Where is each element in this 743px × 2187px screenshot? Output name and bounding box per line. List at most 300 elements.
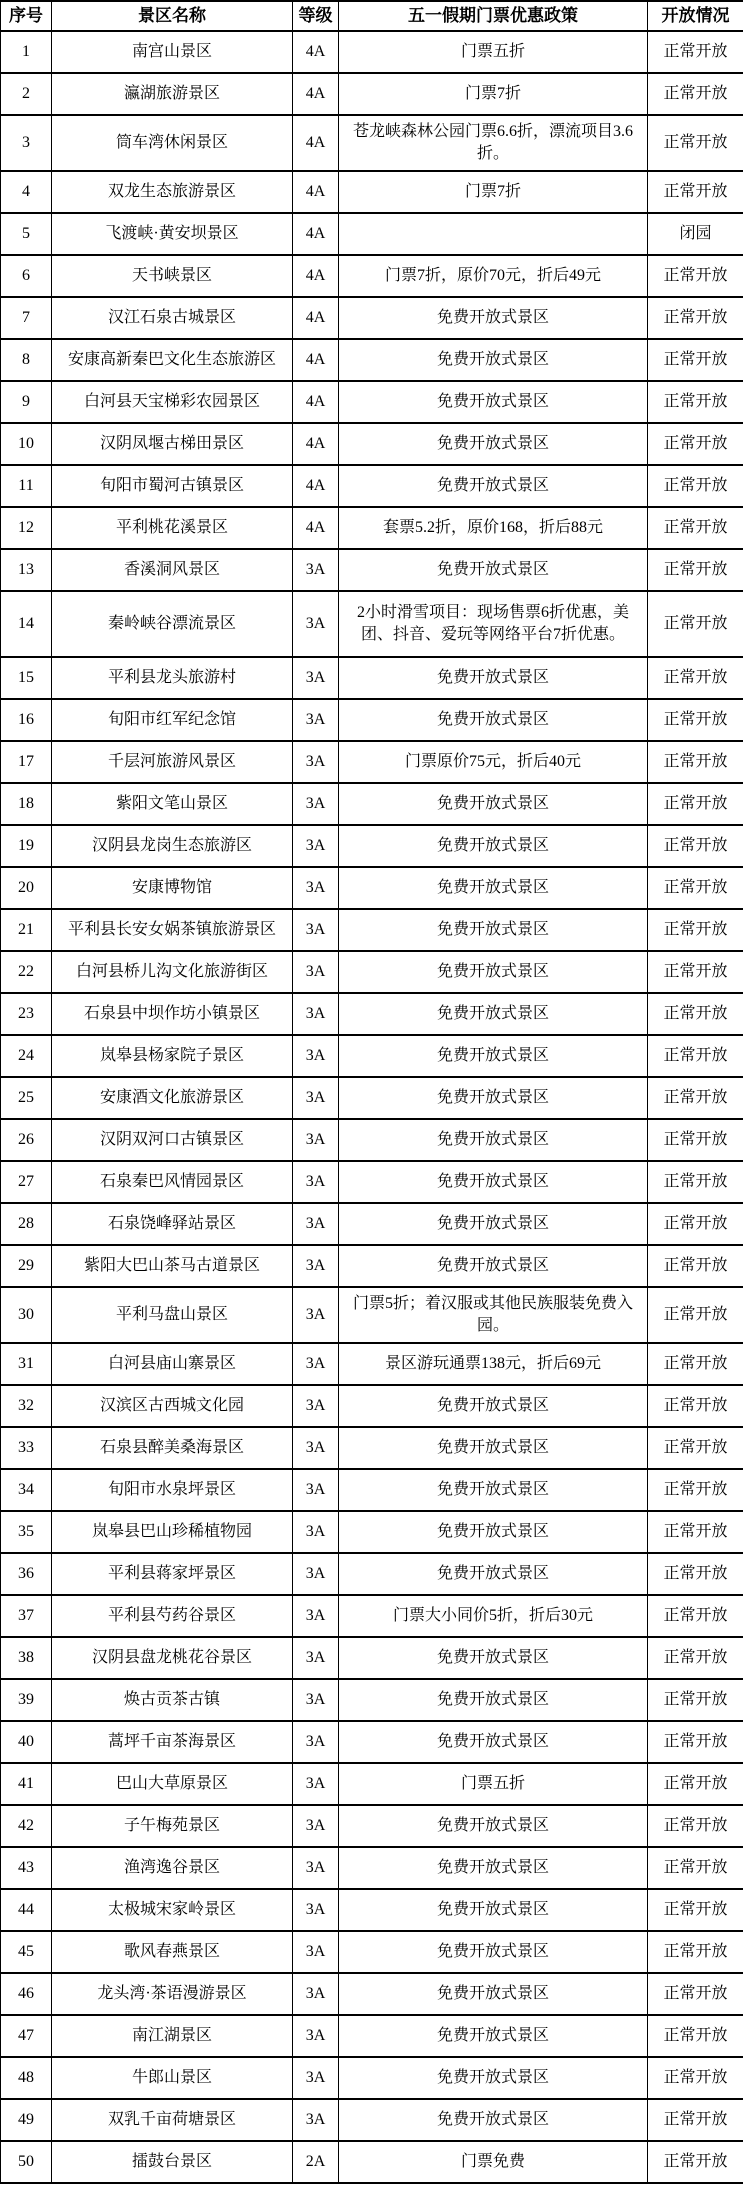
grade-badge: 4A <box>293 297 339 339</box>
ticket-policy: 苍龙峡森林公园门票6.6折，漂流项目3.6折。 <box>339 115 648 171</box>
open-status: 正常开放 <box>648 2141 743 2183</box>
grade-badge: 3A <box>293 591 339 657</box>
open-status: 正常开放 <box>648 2057 743 2099</box>
table-row <box>1 1077 743 1119</box>
table-row <box>1 2141 743 2183</box>
open-status: 正常开放 <box>648 1805 743 1847</box>
open-status: 正常开放 <box>648 1595 743 1637</box>
table-row <box>1 1595 743 1637</box>
grade-badge: 3A <box>293 1637 339 1679</box>
scenic-area-name: 双乳千亩荷塘景区 <box>52 2099 293 2141</box>
grade-badge: 4A <box>293 465 339 507</box>
table-row <box>1 1805 743 1847</box>
ticket-policy: 门票7折，原价70元，折后49元 <box>339 255 648 297</box>
table-row <box>1 1035 743 1077</box>
table-row <box>1 741 743 783</box>
table-row <box>1 783 743 825</box>
ticket-policy: 门票大小同价5折，折后30元 <box>339 1595 648 1637</box>
scenic-area-name: 白河县天宝梯彩农园景区 <box>52 381 293 423</box>
open-status: 正常开放 <box>648 381 743 423</box>
row-number: 21 <box>1 909 52 951</box>
open-status: 正常开放 <box>648 741 743 783</box>
open-status: 正常开放 <box>648 339 743 381</box>
ticket-policy: 门票五折 <box>339 31 648 73</box>
open-status: 正常开放 <box>648 1847 743 1889</box>
open-status: 正常开放 <box>648 255 743 297</box>
row-number: 49 <box>1 2099 52 2141</box>
grade-badge: 3A <box>293 1385 339 1427</box>
ticket-policy: 免费开放式景区 <box>339 1679 648 1721</box>
open-status: 正常开放 <box>648 171 743 213</box>
open-status: 正常开放 <box>648 1385 743 1427</box>
row-number: 46 <box>1 1973 52 2015</box>
ticket-policy: 免费开放式景区 <box>339 549 648 591</box>
row-number: 40 <box>1 1721 52 1763</box>
grade-badge: 3A <box>293 1427 339 1469</box>
ticket-policy: 免费开放式景区 <box>339 1119 648 1161</box>
table-row <box>1 1847 743 1889</box>
open-status: 正常开放 <box>648 297 743 339</box>
scenic-area-name: 安康高新秦巴文化生态旅游区 <box>52 339 293 381</box>
ticket-policy: 免费开放式景区 <box>339 867 648 909</box>
open-status: 正常开放 <box>648 1721 743 1763</box>
scenic-area-name: 平利县芍药谷景区 <box>52 1595 293 1637</box>
table-row <box>1 825 743 867</box>
row-number: 43 <box>1 1847 52 1889</box>
scenic-area-name: 筒车湾休闲景区 <box>52 115 293 171</box>
grade-badge: 3A <box>293 1595 339 1637</box>
table-row <box>1 1119 743 1161</box>
row-number: 8 <box>1 339 52 381</box>
table-row <box>1 1343 743 1385</box>
row-number: 5 <box>1 213 52 255</box>
table-row <box>1 73 743 115</box>
scenic-area-name: 汉江石泉古城景区 <box>52 297 293 339</box>
scenic-area-name: 安康酒文化旅游景区 <box>52 1077 293 1119</box>
scenic-area-name: 紫阳文笔山景区 <box>52 783 293 825</box>
ticket-policy: 免费开放式景区 <box>339 657 648 699</box>
open-status: 正常开放 <box>648 1931 743 1973</box>
table-row <box>1 1245 743 1287</box>
grade-badge: 3A <box>293 1119 339 1161</box>
column-header-no: 序号 <box>1 1 52 31</box>
scenic-area-name: 平利桃花溪景区 <box>52 507 293 549</box>
table-row <box>1 1721 743 1763</box>
grade-badge: 4A <box>293 255 339 297</box>
row-number: 27 <box>1 1161 52 1203</box>
ticket-policy: 免费开放式景区 <box>339 783 648 825</box>
grade-badge: 3A <box>293 1847 339 1889</box>
row-number: 47 <box>1 2015 52 2057</box>
ticket-policy: 景区游玩通票138元，折后69元 <box>339 1343 648 1385</box>
scenic-area-name: 香溪洞风景区 <box>52 549 293 591</box>
open-status: 正常开放 <box>648 1469 743 1511</box>
open-status: 正常开放 <box>648 2015 743 2057</box>
row-number: 4 <box>1 171 52 213</box>
open-status: 正常开放 <box>648 951 743 993</box>
scenic-area-name: 安康博物馆 <box>52 867 293 909</box>
column-header-grade: 等级 <box>293 1 339 31</box>
open-status: 正常开放 <box>648 1161 743 1203</box>
open-status: 正常开放 <box>648 1763 743 1805</box>
grade-badge: 4A <box>293 507 339 549</box>
row-number: 25 <box>1 1077 52 1119</box>
table-row <box>1 549 743 591</box>
row-number: 31 <box>1 1343 52 1385</box>
grade-badge: 2A <box>293 2141 339 2183</box>
scenic-area-name: 天书峡景区 <box>52 255 293 297</box>
grade-badge: 3A <box>293 741 339 783</box>
open-status: 正常开放 <box>648 1245 743 1287</box>
scenic-area-name: 双龙生态旅游景区 <box>52 171 293 213</box>
table-row <box>1 465 743 507</box>
open-status: 正常开放 <box>648 507 743 549</box>
row-number: 34 <box>1 1469 52 1511</box>
open-status: 正常开放 <box>648 1287 743 1343</box>
table-row <box>1 1763 743 1805</box>
scenic-area-name: 擂鼓台景区 <box>52 2141 293 2183</box>
scenic-area-name: 千层河旅游风景区 <box>52 741 293 783</box>
row-number: 7 <box>1 297 52 339</box>
scenic-area-name: 子午梅苑景区 <box>52 1805 293 1847</box>
ticket-policy <box>339 213 648 255</box>
grade-badge: 3A <box>293 1931 339 1973</box>
row-number: 10 <box>1 423 52 465</box>
ticket-policy: 免费开放式景区 <box>339 1805 648 1847</box>
grade-badge: 4A <box>293 171 339 213</box>
table-row <box>1 1385 743 1427</box>
ticket-policy: 门票免费 <box>339 2141 648 2183</box>
open-status: 正常开放 <box>648 1119 743 1161</box>
table-row <box>1 507 743 549</box>
scenic-area-name: 渔湾逸谷景区 <box>52 1847 293 1889</box>
open-status: 正常开放 <box>648 909 743 951</box>
table-row <box>1 2057 743 2099</box>
table-row <box>1 1161 743 1203</box>
grade-badge: 3A <box>293 1973 339 2015</box>
open-status: 正常开放 <box>648 423 743 465</box>
open-status: 正常开放 <box>648 115 743 171</box>
grade-badge: 3A <box>293 699 339 741</box>
scenic-area-name: 白河县庙山寨景区 <box>52 1343 293 1385</box>
scenic-area-name: 龙头湾·茶语漫游景区 <box>52 1973 293 2015</box>
table-row <box>1 1931 743 1973</box>
grade-badge: 3A <box>293 783 339 825</box>
grade-badge: 3A <box>293 549 339 591</box>
table-row <box>1 1889 743 1931</box>
row-number: 1 <box>1 31 52 73</box>
table-row <box>1 909 743 951</box>
row-number: 16 <box>1 699 52 741</box>
grade-badge: 3A <box>293 993 339 1035</box>
row-number: 13 <box>1 549 52 591</box>
row-number: 30 <box>1 1287 52 1343</box>
ticket-policy: 免费开放式景区 <box>339 381 648 423</box>
grade-badge: 4A <box>293 31 339 73</box>
table-row <box>1 1637 743 1679</box>
scenic-area-name: 旬阳市水泉坪景区 <box>52 1469 293 1511</box>
table-row <box>1 1511 743 1553</box>
ticket-policy: 门票5折；着汉服或其他民族服装免费入园。 <box>339 1287 648 1343</box>
scenic-area-name: 汉阴县龙岗生态旅游区 <box>52 825 293 867</box>
table-row <box>1 867 743 909</box>
ticket-policy: 2小时滑雪项目：现场售票6折优惠，美团、抖音、爱玩等网络平台7折优惠。 <box>339 591 648 657</box>
scenic-area-name: 南宫山景区 <box>52 31 293 73</box>
ticket-policy: 免费开放式景区 <box>339 2099 648 2141</box>
row-number: 29 <box>1 1245 52 1287</box>
ticket-policy: 免费开放式景区 <box>339 1889 648 1931</box>
scenic-area-name: 汉阴双河口古镇景区 <box>52 1119 293 1161</box>
scenic-area-name: 飞渡峡·黄安坝景区 <box>52 213 293 255</box>
grade-badge: 4A <box>293 423 339 465</box>
grade-badge: 3A <box>293 2057 339 2099</box>
table-row <box>1 297 743 339</box>
table-row <box>1 31 743 73</box>
table-row <box>1 1203 743 1245</box>
open-status: 正常开放 <box>648 1035 743 1077</box>
grade-badge: 3A <box>293 1035 339 1077</box>
open-status: 正常开放 <box>648 1637 743 1679</box>
ticket-policy: 免费开放式景区 <box>339 1161 648 1203</box>
row-number: 28 <box>1 1203 52 1245</box>
table-row <box>1 255 743 297</box>
scenic-area-name: 瀛湖旅游景区 <box>52 73 293 115</box>
table-row <box>1 2015 743 2057</box>
table-row <box>1 1679 743 1721</box>
row-number: 17 <box>1 741 52 783</box>
grade-badge: 3A <box>293 1469 339 1511</box>
open-status: 正常开放 <box>648 1973 743 2015</box>
scenic-area-name: 太极城宋家岭景区 <box>52 1889 293 1931</box>
ticket-policy: 免费开放式景区 <box>339 339 648 381</box>
grade-badge: 3A <box>293 1203 339 1245</box>
table-row <box>1 699 743 741</box>
ticket-policy: 门票7折 <box>339 171 648 213</box>
scenic-area-name: 石泉饶峰驿站景区 <box>52 1203 293 1245</box>
open-status: 正常开放 <box>648 657 743 699</box>
ticket-policy: 免费开放式景区 <box>339 465 648 507</box>
scenic-area-name: 汉阴凤堰古梯田景区 <box>52 423 293 465</box>
scenic-area-name: 旬阳市红军纪念馆 <box>52 699 293 741</box>
row-number: 2 <box>1 73 52 115</box>
table-row <box>1 1469 743 1511</box>
grade-badge: 3A <box>293 1287 339 1343</box>
scenic-area-name: 秦岭峡谷漂流景区 <box>52 591 293 657</box>
row-number: 3 <box>1 115 52 171</box>
row-number: 23 <box>1 993 52 1035</box>
scenic-area-name: 巴山大草原景区 <box>52 1763 293 1805</box>
row-number: 11 <box>1 465 52 507</box>
grade-badge: 3A <box>293 1679 339 1721</box>
scenic-area-name: 岚皋县巴山珍稀植物园 <box>52 1511 293 1553</box>
grade-badge: 3A <box>293 1721 339 1763</box>
table-row <box>1 657 743 699</box>
scenic-area-name: 石泉秦巴风情园景区 <box>52 1161 293 1203</box>
ticket-policy: 免费开放式景区 <box>339 909 648 951</box>
table-row <box>1 951 743 993</box>
grade-badge: 4A <box>293 381 339 423</box>
ticket-policy: 免费开放式景区 <box>339 2057 648 2099</box>
scenic-area-name: 岚皋县杨家院子景区 <box>52 1035 293 1077</box>
open-status: 正常开放 <box>648 1889 743 1931</box>
row-number: 36 <box>1 1553 52 1595</box>
column-header-policy: 五一假期门票优惠政策 <box>339 1 648 31</box>
grade-badge: 3A <box>293 1343 339 1385</box>
open-status: 正常开放 <box>648 825 743 867</box>
grade-badge: 3A <box>293 1511 339 1553</box>
grade-badge: 3A <box>293 1077 339 1119</box>
open-status: 正常开放 <box>648 783 743 825</box>
grade-badge: 3A <box>293 1245 339 1287</box>
grade-badge: 3A <box>293 825 339 867</box>
ticket-policy: 免费开放式景区 <box>339 2015 648 2057</box>
row-number: 18 <box>1 783 52 825</box>
ticket-policy: 免费开放式景区 <box>339 1511 648 1553</box>
open-status: 正常开放 <box>648 465 743 507</box>
ticket-policy: 免费开放式景区 <box>339 1931 648 1973</box>
open-status: 正常开放 <box>648 1343 743 1385</box>
table-header-row <box>1 1 743 31</box>
row-number: 48 <box>1 2057 52 2099</box>
open-status: 正常开放 <box>648 73 743 115</box>
scenic-area-name: 汉滨区古西城文化园 <box>52 1385 293 1427</box>
scenic-area-name: 平利县龙头旅游村 <box>52 657 293 699</box>
row-number: 32 <box>1 1385 52 1427</box>
column-header-status: 开放情况 <box>648 1 743 31</box>
scenic-area-name: 紫阳大巴山茶马古道景区 <box>52 1245 293 1287</box>
row-number: 24 <box>1 1035 52 1077</box>
scenic-area-name: 石泉县醉美桑海景区 <box>52 1427 293 1469</box>
row-number: 41 <box>1 1763 52 1805</box>
scenic-area-name: 平利县长安女娲茶镇旅游景区 <box>52 909 293 951</box>
table-row <box>1 1427 743 1469</box>
ticket-policy: 免费开放式景区 <box>339 1469 648 1511</box>
row-number: 37 <box>1 1595 52 1637</box>
ticket-policy: 免费开放式景区 <box>339 1077 648 1119</box>
open-status: 正常开放 <box>648 1427 743 1469</box>
grade-badge: 4A <box>293 115 339 171</box>
grade-badge: 3A <box>293 1161 339 1203</box>
grade-badge: 3A <box>293 867 339 909</box>
ticket-policy: 免费开放式景区 <box>339 699 648 741</box>
ticket-policy: 免费开放式景区 <box>339 423 648 465</box>
ticket-policy: 门票原价75元，折后40元 <box>339 741 648 783</box>
ticket-policy: 免费开放式景区 <box>339 1035 648 1077</box>
table-row <box>1 381 743 423</box>
grade-badge: 3A <box>293 2015 339 2057</box>
table-row <box>1 115 743 171</box>
table-row <box>1 171 743 213</box>
row-number: 50 <box>1 2141 52 2183</box>
table-row <box>1 2099 743 2141</box>
row-number: 33 <box>1 1427 52 1469</box>
grade-badge: 4A <box>293 73 339 115</box>
column-header-name: 景区名称 <box>52 1 293 31</box>
scenic-area-name: 牛郎山景区 <box>52 2057 293 2099</box>
ticket-policy: 套票5.2折，原价168，折后88元 <box>339 507 648 549</box>
table-row <box>1 423 743 465</box>
open-status: 正常开放 <box>648 1679 743 1721</box>
scenic-area-name: 蒿坪千亩茶海景区 <box>52 1721 293 1763</box>
table-body <box>1 31 743 2183</box>
open-status: 正常开放 <box>648 1511 743 1553</box>
scenic-area-name: 平利马盘山景区 <box>52 1287 293 1343</box>
row-number: 12 <box>1 507 52 549</box>
ticket-policy: 免费开放式景区 <box>339 1847 648 1889</box>
ticket-policy: 免费开放式景区 <box>339 297 648 339</box>
row-number: 20 <box>1 867 52 909</box>
row-number: 19 <box>1 825 52 867</box>
ticket-policy: 门票7折 <box>339 73 648 115</box>
grade-badge: 4A <box>293 339 339 381</box>
table-row <box>1 1973 743 2015</box>
ticket-policy: 免费开放式景区 <box>339 1427 648 1469</box>
grade-badge: 3A <box>293 1553 339 1595</box>
open-status: 正常开放 <box>648 1203 743 1245</box>
row-number: 22 <box>1 951 52 993</box>
row-number: 45 <box>1 1931 52 1973</box>
ticket-policy: 免费开放式景区 <box>339 1637 648 1679</box>
scenic-area-name: 焕古贡茶古镇 <box>52 1679 293 1721</box>
row-number: 26 <box>1 1119 52 1161</box>
row-number: 38 <box>1 1637 52 1679</box>
open-status: 正常开放 <box>648 591 743 657</box>
ticket-policy: 免费开放式景区 <box>339 1245 648 1287</box>
table-row <box>1 339 743 381</box>
ticket-policy: 免费开放式景区 <box>339 1553 648 1595</box>
open-status: 正常开放 <box>648 699 743 741</box>
scenic-area-name: 平利县蒋家坪景区 <box>52 1553 293 1595</box>
ticket-policy: 免费开放式景区 <box>339 825 648 867</box>
grade-badge: 3A <box>293 2099 339 2141</box>
grade-badge: 3A <box>293 1805 339 1847</box>
row-number: 14 <box>1 591 52 657</box>
open-status: 正常开放 <box>648 867 743 909</box>
ticket-policy: 免费开放式景区 <box>339 1721 648 1763</box>
ticket-policy: 免费开放式景区 <box>339 1973 648 2015</box>
open-status: 正常开放 <box>648 31 743 73</box>
ticket-policy: 门票五折 <box>339 1763 648 1805</box>
grade-badge: 3A <box>293 1889 339 1931</box>
ticket-policy: 免费开放式景区 <box>339 993 648 1035</box>
grade-badge: 3A <box>293 1763 339 1805</box>
scenic-area-name: 南江湖景区 <box>52 2015 293 2057</box>
grade-badge: 3A <box>293 951 339 993</box>
scenic-area-name: 白河县桥儿沟文化旅游街区 <box>52 951 293 993</box>
open-status: 正常开放 <box>648 1553 743 1595</box>
row-number: 44 <box>1 1889 52 1931</box>
ticket-policy: 免费开放式景区 <box>339 951 648 993</box>
ticket-policy: 免费开放式景区 <box>339 1385 648 1427</box>
open-status: 闭园 <box>648 213 743 255</box>
table-row <box>1 213 743 255</box>
ticket-policy: 免费开放式景区 <box>339 1203 648 1245</box>
table-row <box>1 1287 743 1343</box>
row-number: 39 <box>1 1679 52 1721</box>
row-number: 9 <box>1 381 52 423</box>
open-status: 正常开放 <box>648 993 743 1035</box>
grade-badge: 3A <box>293 657 339 699</box>
scenic-area-name: 歌风春燕景区 <box>52 1931 293 1973</box>
scenic-area-name: 石泉县中坝作坊小镇景区 <box>52 993 293 1035</box>
grade-badge: 4A <box>293 213 339 255</box>
open-status: 正常开放 <box>648 2099 743 2141</box>
row-number: 15 <box>1 657 52 699</box>
row-number: 35 <box>1 1511 52 1553</box>
table-row <box>1 993 743 1035</box>
table-row <box>1 591 743 657</box>
open-status: 正常开放 <box>648 1077 743 1119</box>
